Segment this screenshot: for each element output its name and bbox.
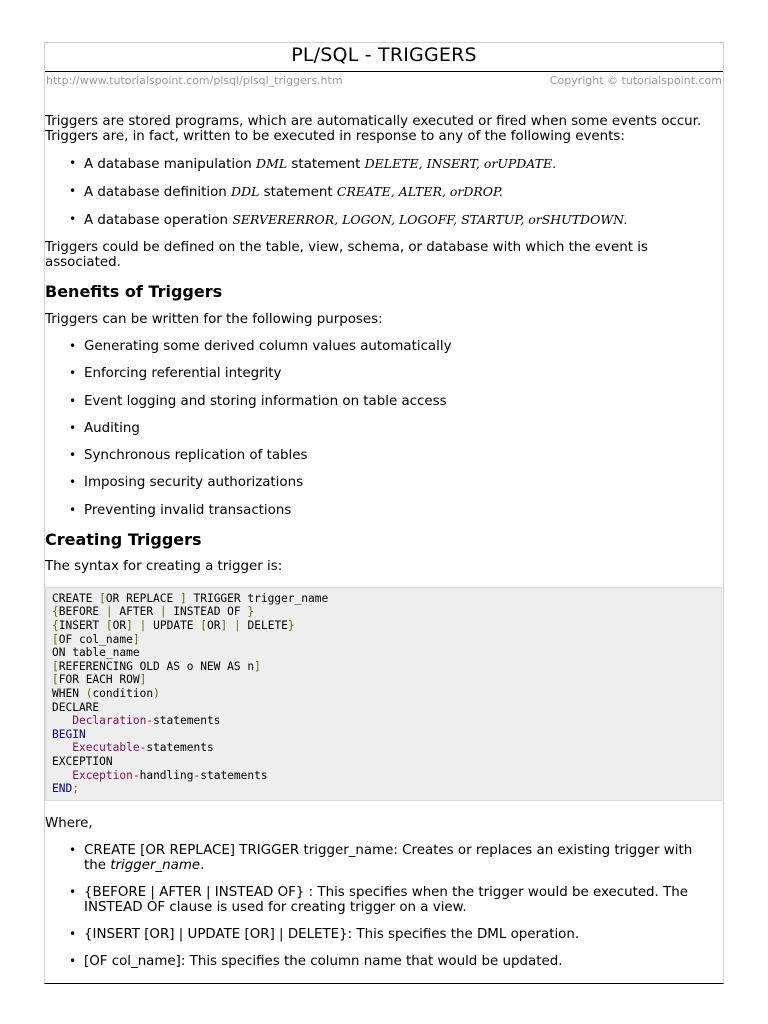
list-item: • A database manipulation DML statement DELETE, INSERT, orUPDATE. bbox=[45, 156, 725, 172]
list-item: • A database definition DDL statement CREATE, ALTER, orDROP. bbox=[45, 184, 725, 200]
list-item: • {INSERT [OR] | UPDATE [OR] | DELETE}: This specifies the DML operation. bbox=[45, 927, 725, 942]
benefits-list bbox=[45, 339, 725, 518]
code-block: CREATE [OR REPLACE ] TRIGGER trigger_name {BEFORE | AFTER | INSTEAD OF } {INSERT [OR] | UPDATE [OR] | DELETE} [OF col_name] ON table_name [REFERENCING OLD AS o NEW AS n] [FOR EACH ROW] WHEN (condition) DECLARE Declaration-statements BEGIN Executable-statements EXCEPTION Exception-handling-statements END; bbox=[45, 587, 722, 801]
creating-heading: Creating Triggers bbox=[45, 529, 202, 549]
page-title: PL/SQL - TRIGGERS bbox=[291, 44, 477, 66]
list-item: • [OF col_name]: This specifies the column name that would be updated. bbox=[45, 954, 725, 969]
article-body bbox=[45, 114, 725, 969]
list-item: • Synchronous replication of tables bbox=[45, 448, 725, 463]
intro-paragraph: Triggers are stored programs, which are automatically executed or fired when some events occur. Triggers are, in fact, written to be executed in response to any of the following events: bbox=[45, 114, 702, 144]
list-item: • CREATE [OR REPLACE] TRIGGER trigger_name: Creates or replaces an existing trigger with the trigger_name. bbox=[45, 843, 725, 873]
defined-paragraph: Triggers could be defined on the table, view, schema, or database with which the event is associated. bbox=[45, 240, 648, 270]
where-list bbox=[45, 843, 725, 969]
event-list bbox=[45, 156, 725, 228]
list-item: • Auditing bbox=[45, 421, 725, 436]
creating-intro: The syntax for creating a trigger is: bbox=[45, 558, 283, 574]
copyright-notice: Copyright © tutorialspoint.com bbox=[549, 74, 722, 87]
title-divider bbox=[45, 71, 723, 72]
list-item: • Event logging and storing information on table access bbox=[45, 394, 725, 409]
benefits-intro: Triggers can be written for the following purposes: bbox=[45, 312, 383, 327]
benefits-heading: Benefits of Triggers bbox=[45, 282, 223, 301]
list-item: • Enforcing referential integrity bbox=[45, 366, 725, 381]
list-item: • Imposing security authorizations bbox=[45, 475, 725, 490]
document-page bbox=[44, 42, 724, 984]
source-url[interactable]: http://www.tutorialspoint.com/plsql/plsql_triggers.htm bbox=[46, 74, 343, 87]
list-item: • Generating some derived column values automatically bbox=[45, 339, 725, 354]
list-item: • {BEFORE | AFTER | INSTEAD OF} : This specifies when the trigger would be executed. The INSTEAD OF clause is used for creating trigger on a view. bbox=[45, 885, 725, 915]
where-label: Where, bbox=[45, 815, 93, 831]
list-item: • A database operation SERVERERROR, LOGON, LOGOFF, STARTUP, orSHUTDOWN. bbox=[45, 212, 725, 228]
list-item: • Preventing invalid transactions bbox=[45, 503, 725, 518]
